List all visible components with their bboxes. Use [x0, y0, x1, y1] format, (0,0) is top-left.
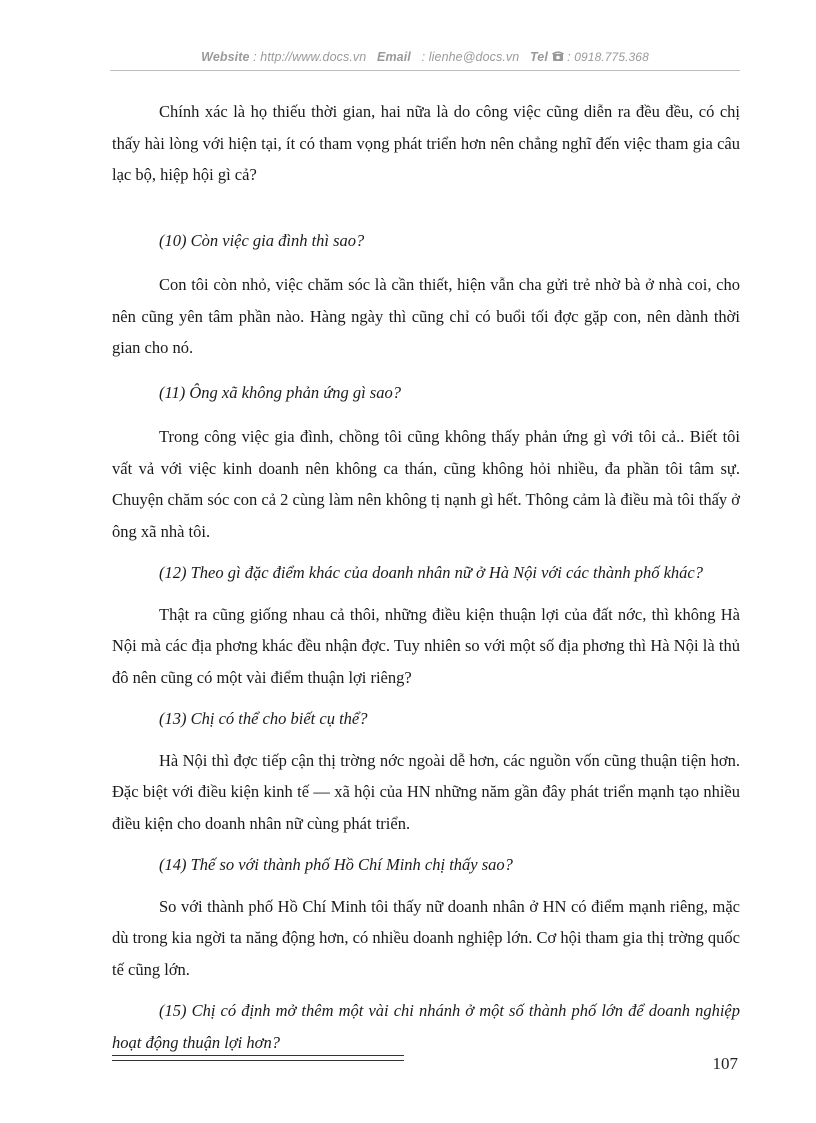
header-divider	[110, 70, 740, 71]
answer-13: Hà Nội thì đợc tiếp cận thị trờng nớc ngoài dễ hơn, các nguồn vốn cũng thuận tiện hơn. Đặc biệt với điều kiện kinh tế — xã hội của HN những năm gần đây phát triển mạnh tạo nhiều điều kiện cho doanh nhân nữ cùng phát triển.	[112, 750, 740, 833]
question-15: (15) Chị có định mở thêm một vài chi nhánh ở một số thành phố lớn để doanh nghiệp hoạt động thuận lợi hơn?	[112, 1001, 740, 1052]
page-number: 107	[712, 1054, 738, 1073]
question-10: (10) Còn việc gia đình thì sao?	[159, 230, 365, 250]
tel-label: Tel	[530, 50, 548, 64]
answer-10: Con tôi còn nhỏ, việc chăm sóc là cần thiết, hiện vẫn cha gửi trẻ nhờ bà ở nhà coi, cho nên cũng yên tâm phần nào. Hàng ngày thì cũng chỉ có buổi tối đợc gặp con, nên dành thời gian cho nó.	[112, 275, 740, 357]
answer-14: So với thành phố Hồ Chí Minh tôi thấy nữ doanh nhân ở HN có điểm mạnh riêng, mặc dù trong kia ngời ta năng động hơn, có nhiều doanh nghiệp lớn. Cơ hội tham gia thị trờng quốc tế cũng lớn.	[112, 896, 740, 979]
body-text	[112, 96, 740, 1058]
answer-12: Thật ra cũng giống nhau cả thôi, những điều kiện thuận lợi của đất nớc, thì không Hà Nội mà các địa phơng khác đều nhận đợc. Tuy nhiên so với một số địa phơng thì Hà Nội là thủ đô nên cũng có một vài điểm thuận lợi riêng?	[112, 604, 740, 687]
question-11: (11) Ông xã không phản ứng gì sao?	[159, 382, 401, 402]
email-address[interactable]: lienhe@docs.vn	[428, 50, 520, 64]
answer-11: Trong công việc gia đình, chồng tôi cũng không thấy phản ứng gì với tôi cả.. Biết tôi vất vả với việc kinh doanh nên không ca thán, cũng không hỏi nhiều, đa phần tôi tâm sự. Chuyện chăm sóc con cả 2 cùng làm nên không tị nạnh gì hết. Thông cảm là điều mà tôi thấy ở ông xã nhà tôi.	[112, 427, 740, 541]
email-label: Email	[377, 50, 411, 64]
answer-paragraph: Chính xác là họ thiếu thời gian, hai nữa là do công việc cũng diễn ra đều đều, có chị thấy hài lòng với hiện tại, ít có tham vọng phát triển hơn nên chẳng nghĩ đến việc tham gia câu lạc bộ, hiệp hội gì cả?	[112, 102, 740, 184]
page-header: Website : http://www.docs.vn Email : lienhe@docs.vn Tel : 0918.775.368	[201, 50, 649, 64]
question-12: (12) Theo gì đặc điểm khác của doanh nhân nữ ở Hà Nội với các thành phố khác?	[159, 563, 703, 582]
question-14: (14) Thế so với thành phố Hồ Chí Minh chị thấy sao?	[159, 855, 513, 874]
phone-icon	[552, 50, 564, 64]
website-label: Website	[201, 50, 250, 64]
question-13: (13) Chị có thể cho biết cụ thể?	[159, 709, 368, 728]
website-url[interactable]: http://www.docs.vn	[260, 50, 367, 64]
footnote-double-rule	[112, 1055, 404, 1061]
tel-number: 0918.775.368	[574, 50, 649, 64]
